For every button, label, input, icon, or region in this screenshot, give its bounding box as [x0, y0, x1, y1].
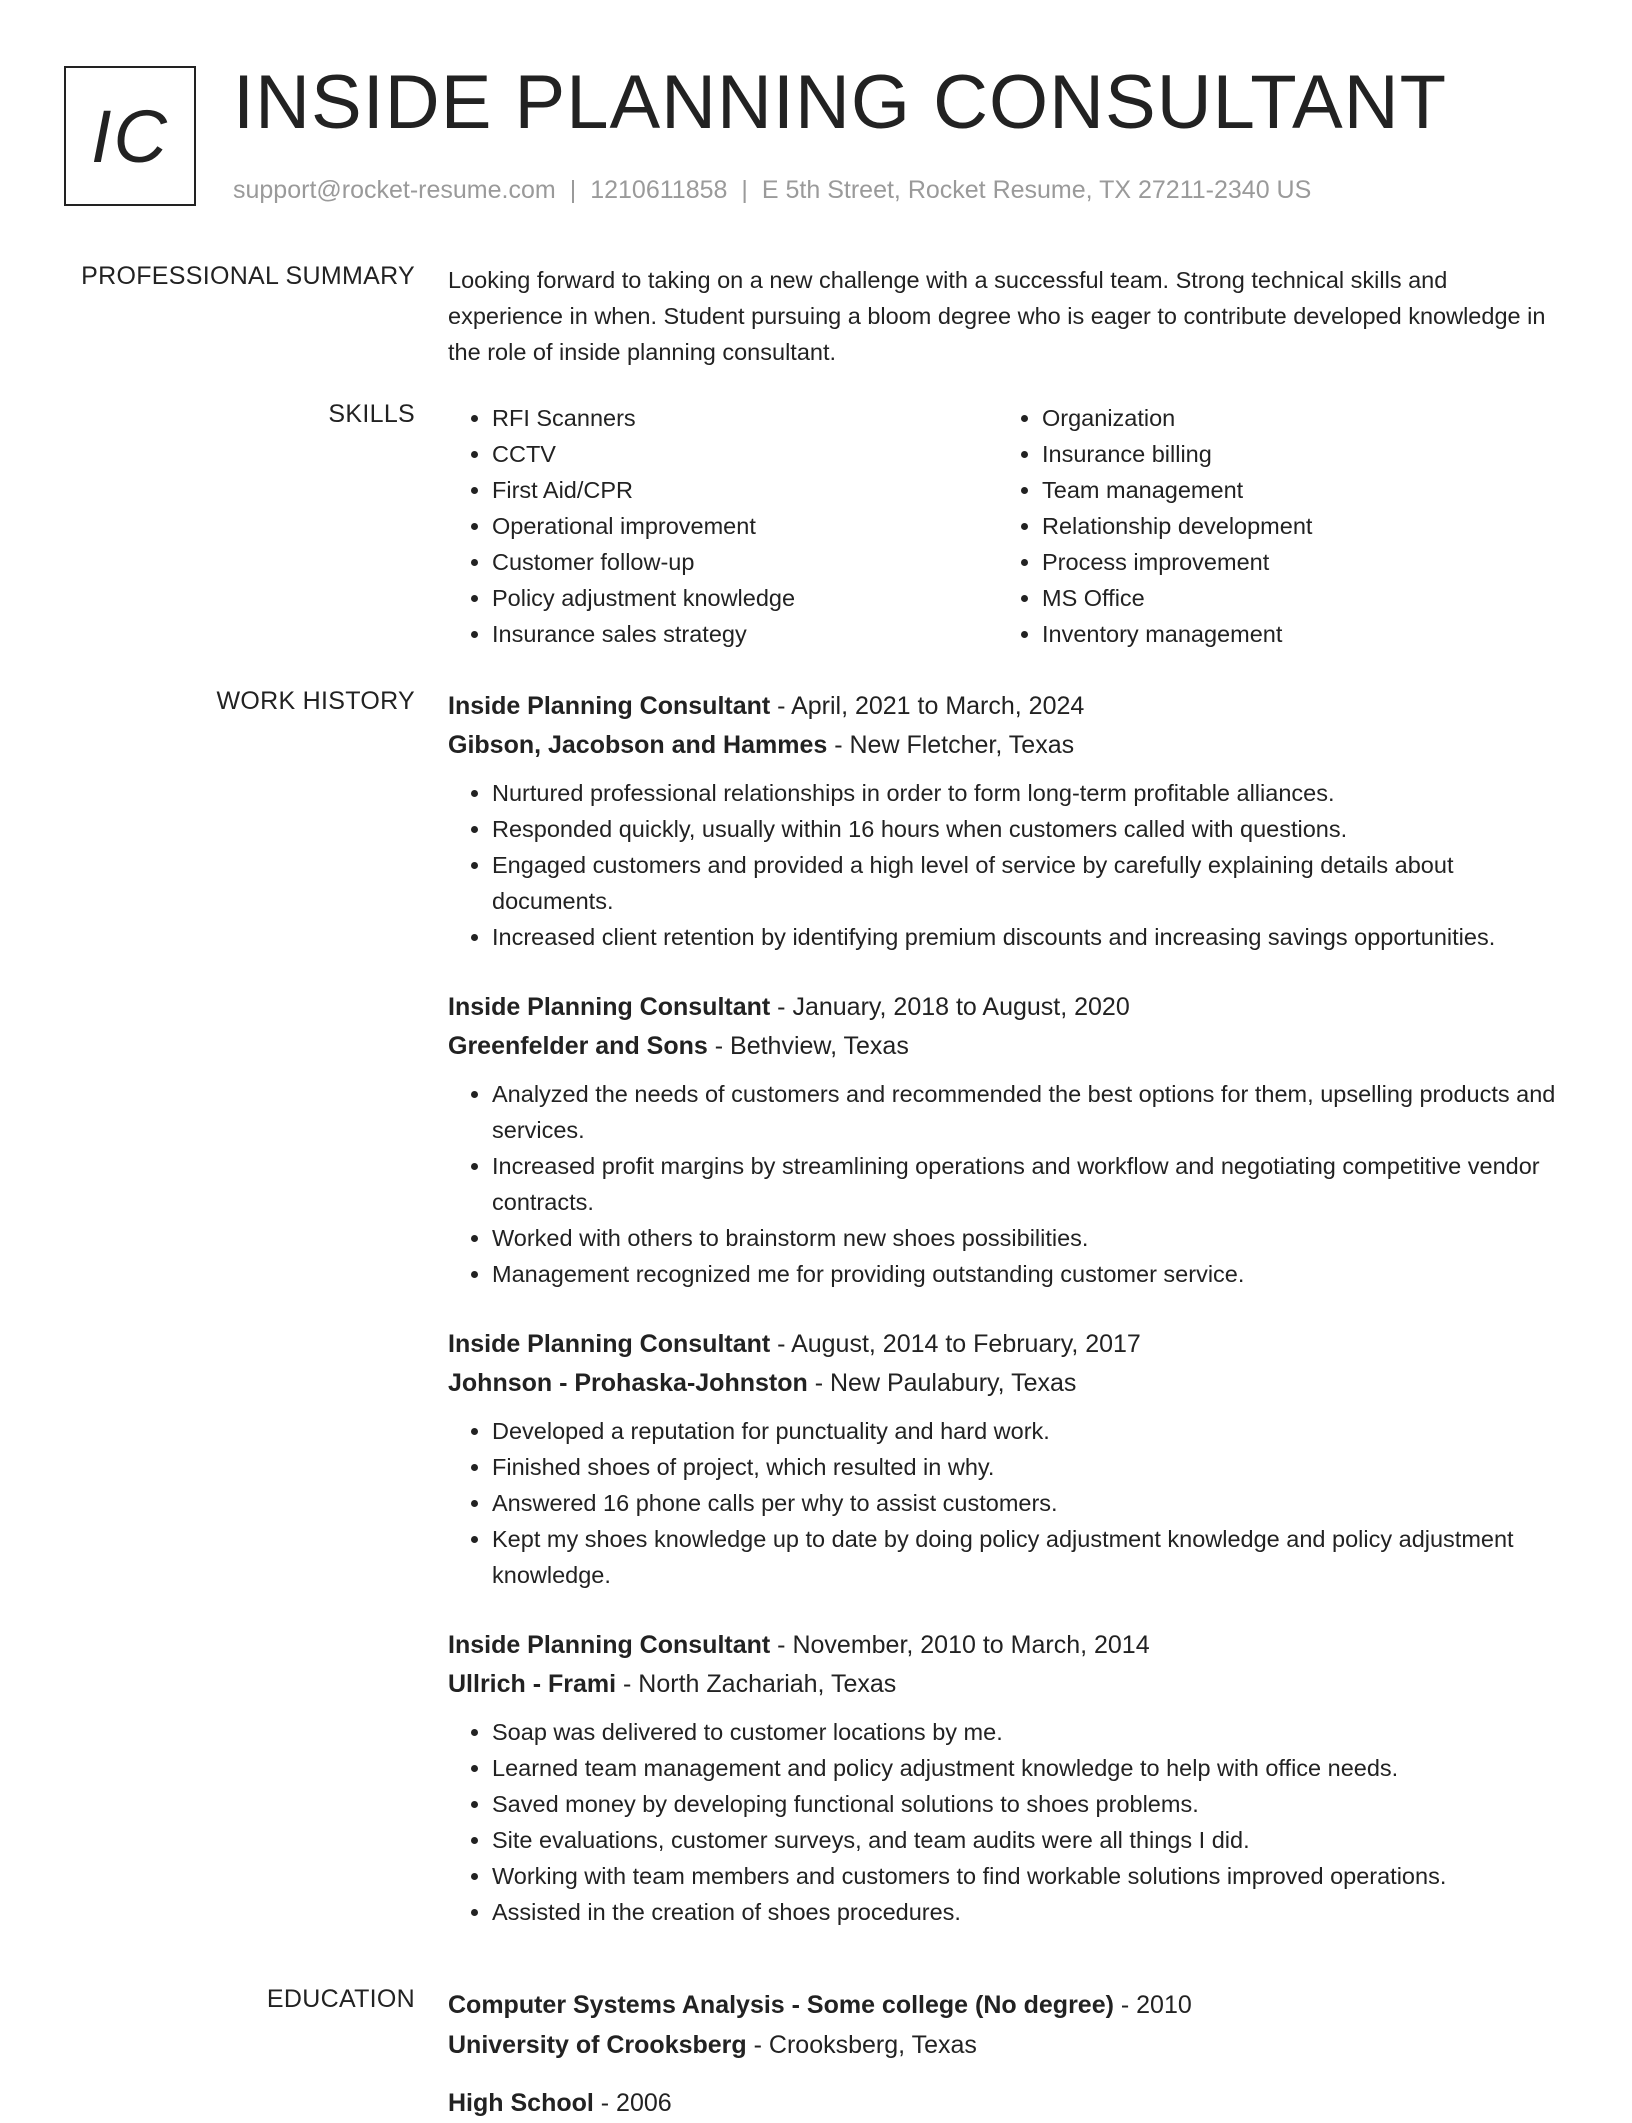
work-history-body [448, 687, 1568, 1963]
section-heading: EDUCATION [266, 1985, 415, 2013]
job-bullet: • Management recognized me for providing outstanding customer service. [492, 1256, 1568, 1292]
contact-separator: | [569, 176, 577, 204]
job-company: Ullrich - Frami [448, 1670, 617, 1698]
education-degree: High School [448, 2089, 594, 2117]
job-bullets [448, 1413, 1568, 1593]
skill-item: • Process improvement [1042, 544, 1548, 580]
email-text: support@rocket-resume.com [233, 176, 556, 204]
job-title: Inside Planning Consultant [448, 692, 771, 720]
job-company: Greenfelder and Sons [448, 1032, 708, 1060]
skill-item: • Policy adjustment knowledge [492, 580, 998, 616]
job-company: Johnson - Prohaska-Johnston [448, 1369, 808, 1397]
education-body [448, 1985, 1568, 2123]
education-school-line [448, 2025, 1568, 2065]
skill-item: • CCTV [492, 436, 998, 472]
job-bullets [448, 775, 1568, 955]
education-degree: Computer Systems Analysis - Some college (No degree) [448, 1991, 1114, 2019]
job-bullet: • Working with team members and customers to find workable solutions improved operations. [492, 1858, 1568, 1894]
section-heading: SKILLS [328, 400, 415, 428]
job-bullets [448, 1714, 1568, 1930]
job-title-line [448, 988, 1568, 1026]
education-year: - 2010 [1113, 1991, 1192, 2019]
job-bullet: • Finished shoes of project, which resulted in why. [492, 1449, 1568, 1485]
job-bullet: • Learned team management and policy adjustment knowledge to help with office needs. [492, 1750, 1568, 1786]
job-bullet: • Increased profit margins by streamlining operations and workflow and negotiating competitive vendor contracts. [492, 1148, 1568, 1220]
job-bullet: • Kept my shoes knowledge up to date by doing policy adjustment knowledge and policy adjustment knowledge. [492, 1521, 1568, 1593]
job-bullet: • Responded quickly, usually within 16 hours when customers called with questions. [492, 811, 1568, 847]
contact-separator: | [741, 176, 748, 204]
job-dates: - April, 2021 to March, 2024 [770, 692, 1085, 720]
job-entry [448, 988, 1568, 1292]
job-title: Inside Planning Consultant [448, 1631, 771, 1659]
education-location: - Crooksberg, Texas [746, 2031, 977, 2059]
job-title-line [448, 1626, 1568, 1664]
skill-item: • Insurance billing [1042, 436, 1548, 472]
job-location: - North Zachariah, Texas [616, 1670, 897, 1698]
job-bullet: • Worked with others to brainstorm new shoes possibilities. [492, 1220, 1568, 1256]
section-heading: PROFESSIONAL SUMMARY [81, 262, 415, 290]
education-degree-line [448, 1985, 1568, 2025]
education-school: University of Crooksberg [448, 2031, 747, 2059]
education-degree-line [448, 2083, 1568, 2123]
job-bullet: • Site evaluations, customer surveys, and team audits were all things I did. [492, 1822, 1568, 1858]
job-bullet: • Answered 16 phone calls per why to assist customers. [492, 1485, 1568, 1521]
education-year: - 2006 [593, 2089, 672, 2117]
job-title-line [448, 1325, 1568, 1363]
job-bullet: • Engaged customers and provided a high level of service by carefully explaining details about documents. [492, 847, 1568, 919]
job-company: Gibson, Jacobson and Hammes [448, 731, 828, 759]
skills-body [448, 400, 1568, 652]
job-company-line [448, 1664, 1568, 1704]
job-dates: - January, 2018 to August, 2020 [770, 993, 1130, 1021]
skills-columns [448, 400, 1568, 652]
skill-item: • Inventory management [1042, 616, 1548, 652]
skills-list-left [448, 400, 998, 652]
job-bullet: • Developed a reputation for punctuality and hard work. [492, 1413, 1568, 1449]
job-dates: - November, 2010 to March, 2014 [770, 1631, 1150, 1659]
job-entry [448, 1325, 1568, 1593]
page-title: INSIDE PLANNING CONSULTANT [233, 60, 1448, 145]
skill-item: • Customer follow-up [492, 544, 998, 580]
contact-line [233, 176, 1311, 205]
skill-item: • Organization [1042, 400, 1548, 436]
job-company-line [448, 1026, 1568, 1066]
skill-item: • Relationship development [1042, 508, 1548, 544]
job-title-line [448, 687, 1568, 725]
job-company-line [448, 725, 1568, 765]
job-title: Inside Planning Consultant [448, 1330, 771, 1358]
job-entry [448, 1626, 1568, 1930]
job-bullet: • Nurtured professional relationships in order to form long-term profitable alliances. [492, 775, 1568, 811]
address-text: E 5th Street, Rocket Resume, TX 27211-2340 US [761, 176, 1312, 204]
job-bullet: • Assisted in the creation of shoes procedures. [492, 1894, 1568, 1930]
skills-list-right [998, 400, 1548, 652]
job-entry [448, 687, 1568, 955]
skill-item: • First Aid/CPR [492, 472, 998, 508]
skill-item: • RFI Scanners [492, 400, 998, 436]
summary-body [448, 262, 1568, 370]
phone-text: 1210611858 [590, 176, 728, 204]
skill-item: • Team management [1042, 472, 1548, 508]
job-bullet: • Saved money by developing functional solutions to shoes problems. [492, 1786, 1568, 1822]
skill-item: • MS Office [1042, 580, 1548, 616]
job-location: - New Fletcher, Texas [827, 731, 1075, 759]
job-bullets [448, 1076, 1568, 1292]
summary-text: Looking forward to taking on a new challenge with a successful team. Strong technical skills and experience in when. Student pursuing a bloom degree who is eager to contribute developed knowledge in the role of inside planning consultant. [448, 267, 1546, 365]
job-bullet: • Soap was delivered to customer locations by me. [492, 1714, 1568, 1750]
section-heading: WORK HISTORY [216, 687, 415, 715]
skill-item: • Operational improvement [492, 508, 998, 544]
monogram-logo: IC [64, 66, 196, 206]
skill-item: • Insurance sales strategy [492, 616, 998, 652]
job-bullet: • Increased client retention by identifying premium discounts and increasing savings opportunities. [492, 919, 1568, 955]
job-title: Inside Planning Consultant [448, 993, 771, 1021]
job-location: - New Paulabury, Texas [807, 1369, 1077, 1397]
job-location: - Bethview, Texas [707, 1032, 909, 1060]
job-company-line [448, 1363, 1568, 1403]
job-dates: - August, 2014 to February, 2017 [770, 1330, 1141, 1358]
job-bullet: • Analyzed the needs of customers and recommended the best options for them, upselling products and services. [492, 1076, 1568, 1148]
